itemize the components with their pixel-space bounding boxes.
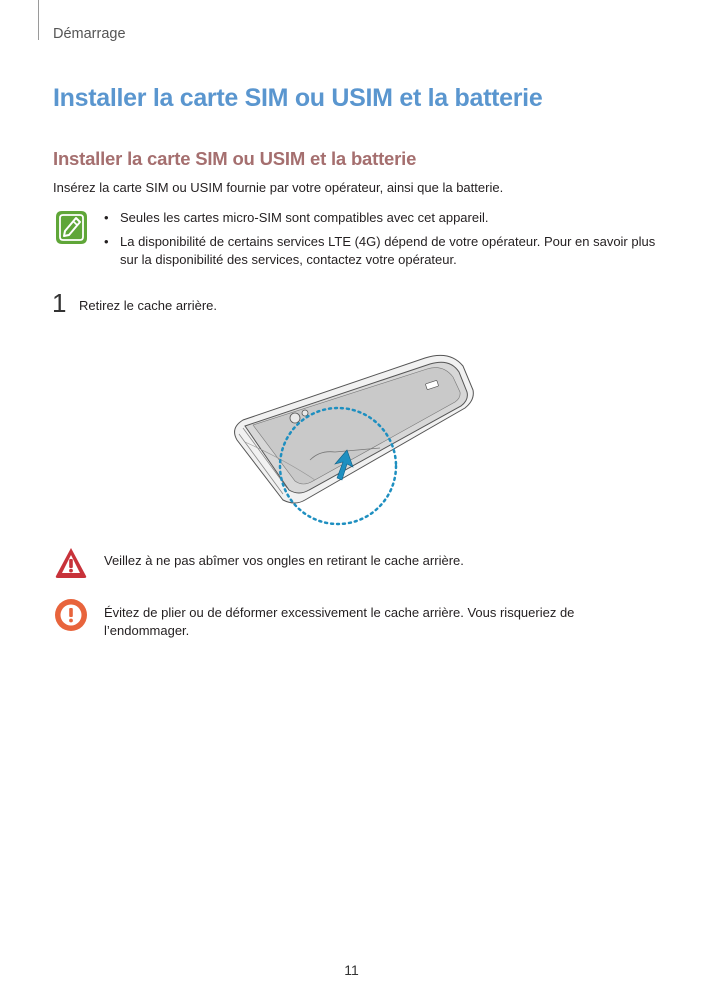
step-number: 1 — [52, 288, 67, 318]
back-cover-removal-illustration — [225, 330, 485, 530]
section-subtitle: Installer la carte SIM ou USIM et la batterie — [53, 148, 417, 169]
warning-triangle-icon — [54, 546, 88, 580]
intro-paragraph: Insérez la carte SIM ou USIM fournie par votre opérateur, ainsi que la batterie. — [53, 180, 504, 195]
note-bullet: • La disponibilité de certains services LTE (4G) dépend de votre opérateur. Pour en savoir plus sur la disponibilité des services, contactez votre opérateur. — [104, 234, 656, 267]
section-label: Démarrage — [53, 26, 126, 42]
note-pencil-icon — [54, 209, 89, 246]
warning-text: Veillez à ne pas abîmer vos ongles en retirant le cache arrière. — [104, 553, 464, 568]
step-text: Retirez le cache arrière. — [79, 298, 217, 313]
phone-body — [235, 355, 474, 503]
caution-text: Évitez de plier ou de déformer excessivement le cache arrière. Vous risqueriez de l’endommager. — [104, 605, 575, 638]
page-number: 11 — [344, 962, 359, 978]
note-bullet-list — [104, 209, 664, 275]
caution-circle-icon — [54, 598, 88, 632]
page-margin-rule — [38, 0, 39, 40]
page-title: Installer la carte SIM ou USIM et la batterie — [53, 84, 543, 112]
note-bullet: • Seules les cartes micro-SIM sont compatibles avec cet appareil. — [104, 210, 489, 225]
